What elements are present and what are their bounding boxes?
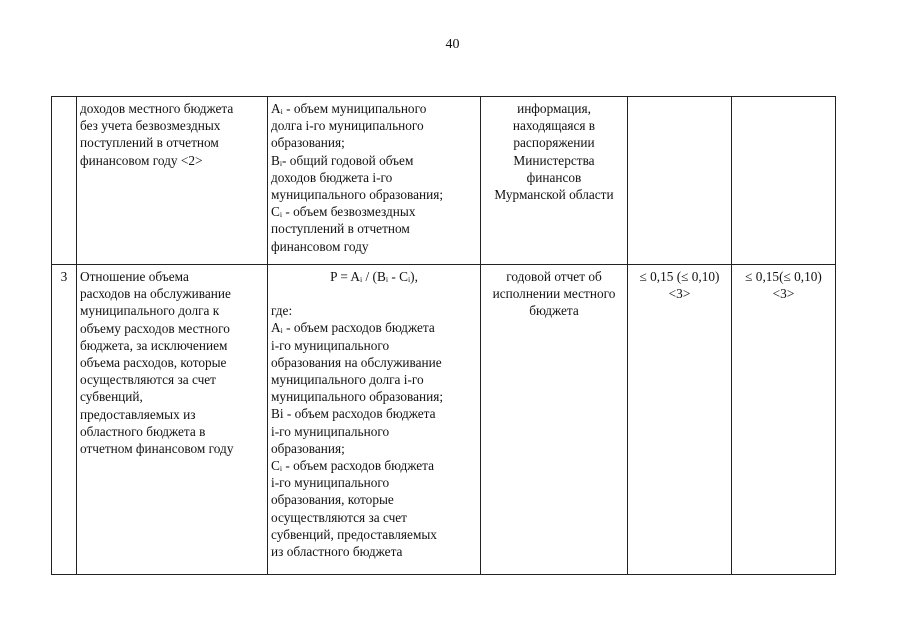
formula-cell — [268, 97, 481, 265]
definition-line: образования; — [271, 135, 345, 151]
table-row — [52, 265, 836, 575]
source-cell — [481, 265, 628, 575]
definition-line: где: — [271, 303, 293, 319]
source-line: бюджета — [529, 303, 579, 319]
definition-line: субвенций, предоставляемых — [271, 526, 437, 542]
indicator-line: без учета безвозмездных — [80, 118, 221, 134]
definition-line: образования на обслуживание — [271, 354, 442, 370]
definition-line: из областного бюджета — [271, 544, 403, 560]
value-footnote: <3> — [772, 286, 795, 302]
definition-line: Cᵢ - объем безвозмездных — [271, 204, 416, 220]
indicator-line: Отношение объема — [80, 269, 189, 284]
definition-line: долга i-го муниципального — [271, 118, 424, 134]
row-number-cell — [52, 97, 77, 265]
definition-line: Cᵢ - объем расходов бюджета — [271, 458, 434, 474]
value-footnote: <3> — [668, 286, 691, 302]
source-line: находящаяся в — [512, 118, 596, 134]
criteria-table — [51, 96, 836, 575]
indicator-line: осуществляются за счет — [80, 372, 216, 388]
source-line: годовой отчет об — [506, 269, 602, 284]
value-cell-2 — [732, 265, 836, 575]
definition-line: поступлений в отчетном — [271, 221, 410, 237]
indicator-line: муниципального долга к — [80, 303, 220, 319]
indicator-line: областного бюджета в — [80, 423, 206, 439]
indicator-line: финансовом году <2> — [80, 152, 203, 168]
table-row — [52, 97, 836, 265]
indicator-line: поступлений в отчетном — [80, 135, 219, 151]
definition-line: муниципального образования; — [271, 187, 444, 203]
indicator-line: субвенций, — [80, 389, 143, 405]
value-line: ≤ 0,15 (≤ 0,10) — [639, 269, 720, 284]
indicator-line: расходов на обслуживание — [80, 286, 231, 302]
row-number: 3 — [60, 269, 68, 284]
value-line: ≤ 0,15(≤ 0,10) — [745, 269, 822, 284]
indicator-line: отчетном финансовом году — [80, 441, 234, 457]
source-cell — [481, 97, 628, 265]
value-cell-1 — [628, 97, 732, 265]
definition-line: образования, которые — [271, 492, 394, 508]
indicator-cell — [77, 265, 268, 575]
formula: P = Aᵢ / (Bᵢ - Cᵢ), — [330, 269, 418, 284]
definition-line: осуществляются за счет — [271, 509, 407, 525]
indicator-line: объему расходов местного — [80, 320, 230, 336]
definition-line: i-го муниципального — [271, 337, 390, 353]
definition-line: Aᵢ - объем расходов бюджета — [271, 320, 435, 336]
source-line: исполнении местного — [492, 286, 616, 302]
definition-line: i-го муниципального — [271, 423, 390, 439]
formula-cell — [268, 265, 481, 575]
definition-line: Bᵢ- общий годовой объем — [271, 152, 414, 168]
definition-line: муниципального долга i-го — [271, 372, 424, 388]
definition-line: Bi - объем расходов бюджета — [271, 406, 436, 422]
indicator-line: предоставляемых из — [80, 406, 196, 422]
definition-line: i-го муниципального — [271, 475, 390, 491]
source-line: распоряжении — [513, 135, 595, 151]
source-line: Мурманской области — [494, 187, 614, 203]
formula-spacer — [271, 285, 477, 302]
indicator-line: бюджета, за исключением — [80, 337, 228, 353]
source-line: финансов — [526, 169, 582, 185]
source-line: информация, — [517, 101, 591, 116]
indicator-line: объема расходов, которые — [80, 355, 227, 371]
definition-line: муниципального образования; — [271, 389, 444, 405]
definition-line: образования; — [271, 440, 345, 456]
definition-line: Aᵢ - объем муниципального — [271, 101, 427, 116]
value-cell-2 — [732, 97, 836, 265]
source-line: Министерства — [513, 152, 595, 168]
page-number: 40 — [445, 37, 460, 52]
definition-line: финансовом году — [271, 238, 369, 254]
indicator-line: доходов местного бюджета — [80, 101, 234, 116]
indicator-cell — [77, 97, 268, 265]
value-cell-1 — [628, 265, 732, 575]
row-number-cell — [52, 265, 77, 575]
definition-line: доходов бюджета i-го — [271, 169, 393, 185]
